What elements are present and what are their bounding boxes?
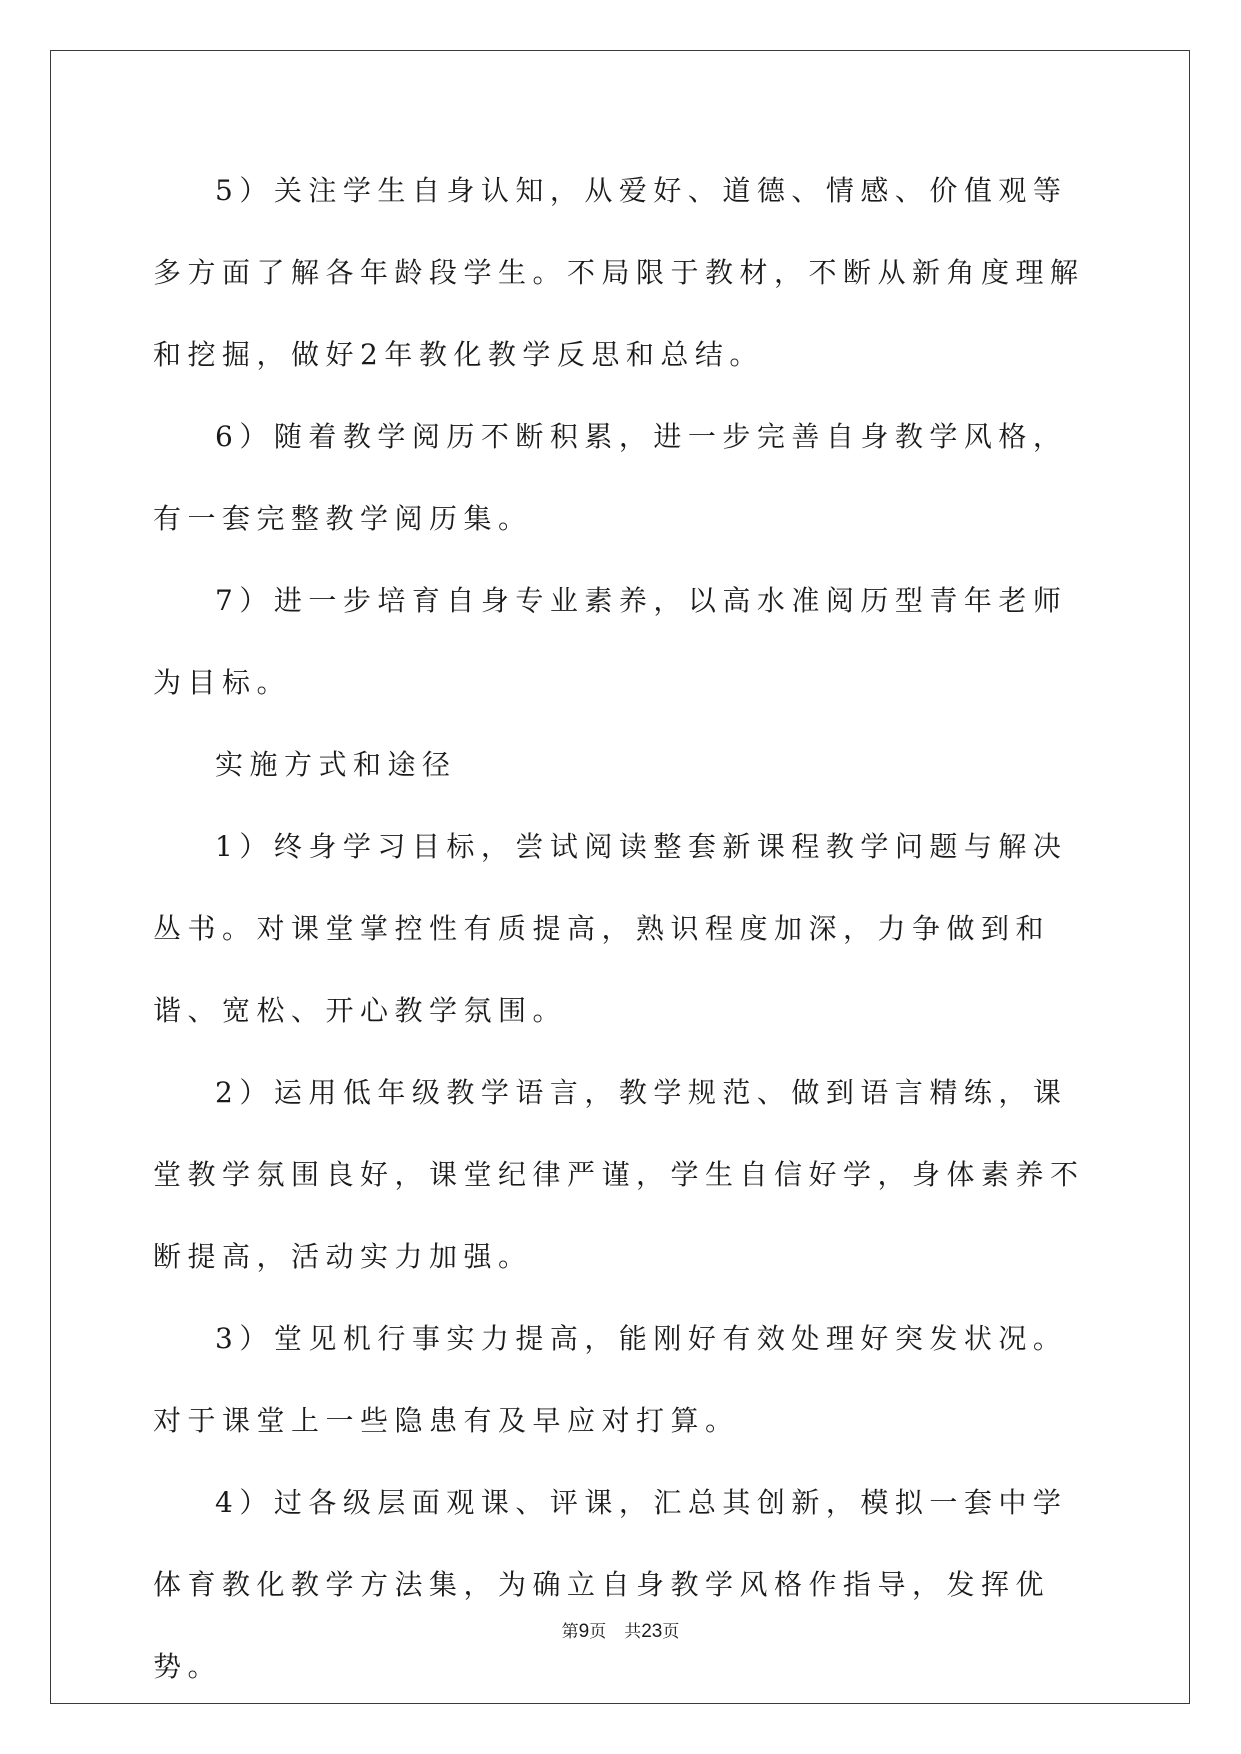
page-number: 9 — [578, 1621, 590, 1642]
total-pages: 23 — [641, 1621, 663, 1642]
paragraph: 4）过各级层面观课、评课，汇总其创新，模拟一套中学体育教化教学方法集，为确立自身教学风格作指导，发挥优势。 — [153, 1486, 1068, 1683]
document-body — [153, 150, 1093, 1708]
total-prefix: 共 — [624, 1622, 642, 1642]
paragraph: 2）运用低年级教学语言，教学规范、做到语言精练，课堂教学氛围良好，课堂纪律严谨，学生自信好学，身体素养不断提高，活动实力加强。 — [153, 1076, 1085, 1273]
paragraph: 7）进一步培育自身专业素养，以高水准阅历型青年老师为目标。 — [153, 584, 1068, 699]
page-suffix: 页 — [589, 1622, 607, 1642]
section-heading: 实施方式和途径 — [215, 748, 457, 781]
paragraph: 3）堂见机行事实力提高，能刚好有效处理好突发状况。对于课堂上一些隐患有及早应对打算。 — [153, 1322, 1068, 1437]
page-prefix: 第 — [561, 1622, 579, 1642]
paragraph: 6）随着教学阅历不断积累，进一步完善自身教学风格，有一套完整教学阅历集。 — [153, 420, 1068, 535]
page-footer — [0, 1617, 1241, 1643]
paragraph: 1）终身学习目标，尝试阅读整套新课程教学问题与解决丛书。对课堂掌控性有质提高，熟识程度加深，力争做到和谐、宽松、开心教学氛围。 — [153, 830, 1068, 1027]
total-suffix: 页 — [662, 1622, 680, 1642]
paragraph: 5）关注学生自身认知，从爱好、道德、情感、价值观等多方面了解各年龄段学生。不局限于教材，不断从新角度理解和挖掘，做好2年教化教学反思和总结。 — [153, 174, 1085, 371]
